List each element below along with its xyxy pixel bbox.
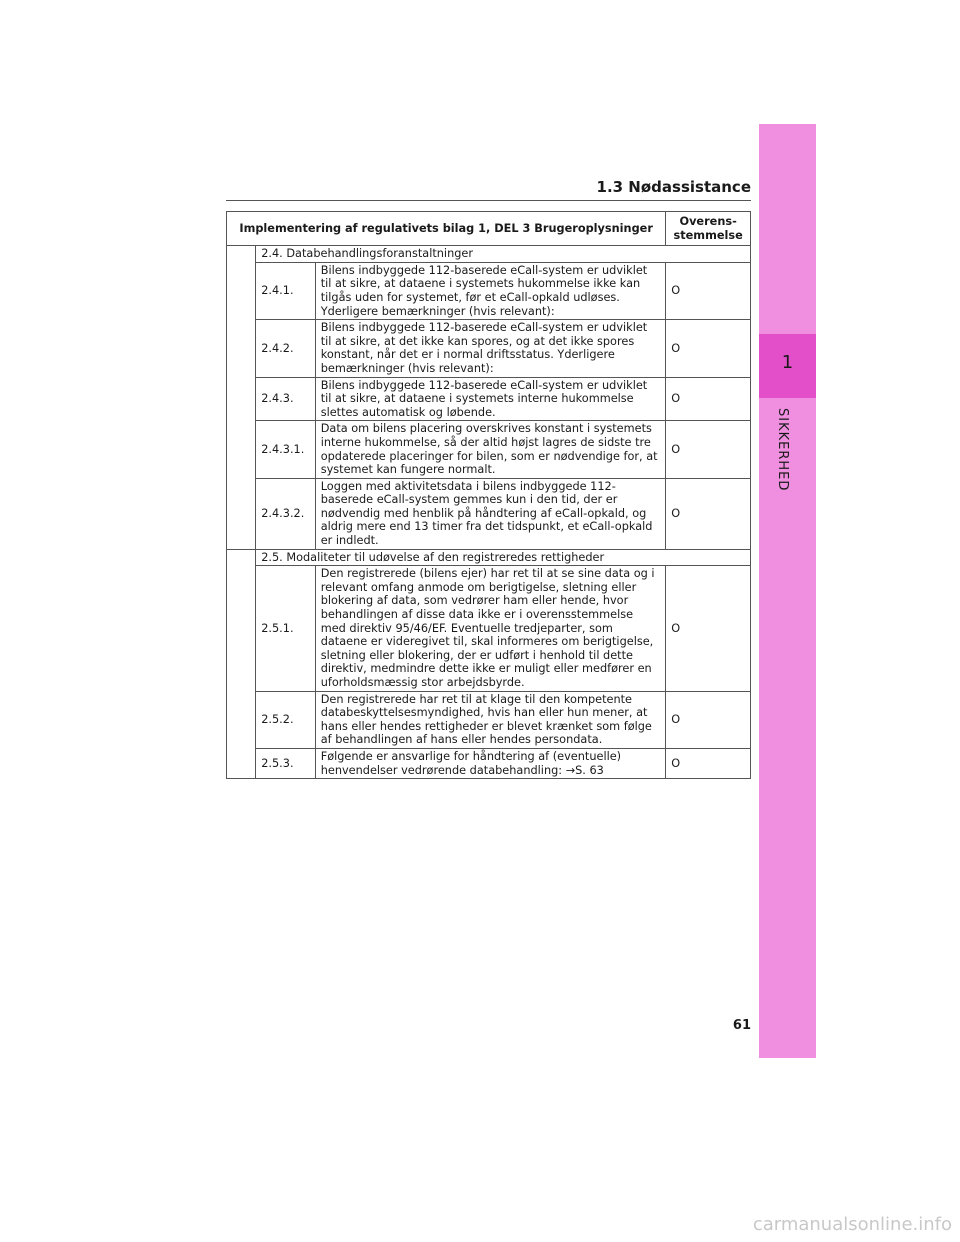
group-title: 2.4. Databehandlingsforanstaltninger bbox=[256, 246, 751, 263]
group-title: 2.5. Modaliteter til udøvelse af den registreredes rettigheder bbox=[256, 549, 751, 566]
row-number: 2.4.3. bbox=[256, 377, 316, 421]
header-rule bbox=[226, 200, 751, 201]
row-text: Følgende er ansvarlige for håndtering af (eventuelle) henvendelser vedrørende databehandling: →S. 63 bbox=[315, 748, 666, 778]
row-text: Den registrerede har ret til at klage til den kompetente databeskyttelsesmyndighed, hvis han eller hun mener, at hans eller hendes rettigheder er blevet krænket som følge af behandlingen af hans eller hendes persondata. bbox=[315, 691, 666, 748]
header-implementation: Implementering af regulativets bilag 1, DEL 3 Brugeroplysninger bbox=[227, 212, 666, 246]
watermark: carmanualsonline.info bbox=[752, 1214, 952, 1235]
chapter-tab-bar bbox=[759, 124, 816, 1058]
page-number: 61 bbox=[732, 1018, 751, 1033]
table-row bbox=[227, 566, 751, 691]
chapter-number: 1 bbox=[781, 352, 794, 373]
table-body bbox=[227, 246, 751, 779]
row-conformity: O bbox=[666, 421, 751, 478]
chapter-name: SIKKERHED bbox=[775, 408, 790, 492]
row-conformity: O bbox=[666, 566, 751, 691]
row-text: Den registrerede (bilens ejer) har ret til at se sine data og i relevant omfang anmode om berigtigelse, sletning eller blokering af data, som vedrører ham eller hende, hvor behandlingen af disse data ikke er i overensstemmelse med direktiv 95/46/EF. Eventuelle tredjeparter, som dataene er videregivet til, skal informeres om berigtigelse, sletning eller blokering, der er udført i henhold til dette direktiv, medmindre dette ikke er muligt eller medfører en uforholdsmæssig stor arbejdsbyrde. bbox=[315, 566, 666, 691]
table-row bbox=[227, 691, 751, 748]
table-row bbox=[227, 478, 751, 549]
row-text: Bilens indbyggede 112-baserede eCall-system er udviklet til at sikre, at dataene i systemets hukommelse ikke kan tilgås uden for systemet, før et eCall-opkald udløses. Yderligere bemærkninger (hvis relevant): bbox=[315, 262, 666, 319]
table-row bbox=[227, 262, 751, 319]
row-number: 2.4.3.1. bbox=[256, 421, 316, 478]
row-number: 2.5.1. bbox=[256, 566, 316, 691]
row-text: Data om bilens placering overskrives konstant i systemets interne hukommelse, så der altid højst lagres de sidste tre opdaterede placeringer for bilen, som er nødvendige for, at systemet kan fungere normalt. bbox=[315, 421, 666, 478]
row-text: Bilens indbyggede 112-baserede eCall-system er udviklet til at sikre, at dataene i systemets interne hukommelse slettes automatisk og løbende. bbox=[315, 377, 666, 421]
table-row bbox=[227, 748, 751, 778]
row-number: 2.4.3.2. bbox=[256, 478, 316, 549]
group-title-row bbox=[227, 549, 751, 566]
table-row bbox=[227, 421, 751, 478]
row-conformity: O bbox=[666, 320, 751, 377]
header-conformity: Overens-stemmelse bbox=[666, 212, 751, 246]
row-conformity: O bbox=[666, 748, 751, 778]
row-conformity: O bbox=[666, 691, 751, 748]
row-text: Bilens indbyggede 112-baserede eCall-system er udviklet til at sikre, at det ikke kan spores, og at det ikke spores konstant, når det er i normal driftsstatus. Yderligere bemærkninger (hvis relevant): bbox=[315, 320, 666, 377]
row-number: 2.4.1. bbox=[256, 262, 316, 319]
group-indent-cell bbox=[227, 549, 256, 779]
row-conformity: O bbox=[666, 377, 751, 421]
table-row bbox=[227, 320, 751, 377]
table-row bbox=[227, 377, 751, 421]
row-conformity: O bbox=[666, 262, 751, 319]
regulation-table bbox=[226, 211, 751, 779]
row-text: Loggen med aktivitetsdata i bilens indbyggede 112-baserede eCall-system gemmes kun i den tid, der er nødvendig med henblik på håndtering af eCall-opkald, og aldrig mere end 13 timer fra det tidspunkt, et eCall-opkald er indledt. bbox=[315, 478, 666, 549]
row-conformity: O bbox=[666, 478, 751, 549]
group-indent-cell bbox=[227, 246, 256, 549]
table-header-row bbox=[227, 212, 751, 246]
section-header: 1.3 Nødassistance bbox=[596, 178, 751, 196]
row-number: 2.5.3. bbox=[256, 748, 316, 778]
row-number: 2.5.2. bbox=[256, 691, 316, 748]
group-title-row bbox=[227, 246, 751, 263]
row-number: 2.4.2. bbox=[256, 320, 316, 377]
